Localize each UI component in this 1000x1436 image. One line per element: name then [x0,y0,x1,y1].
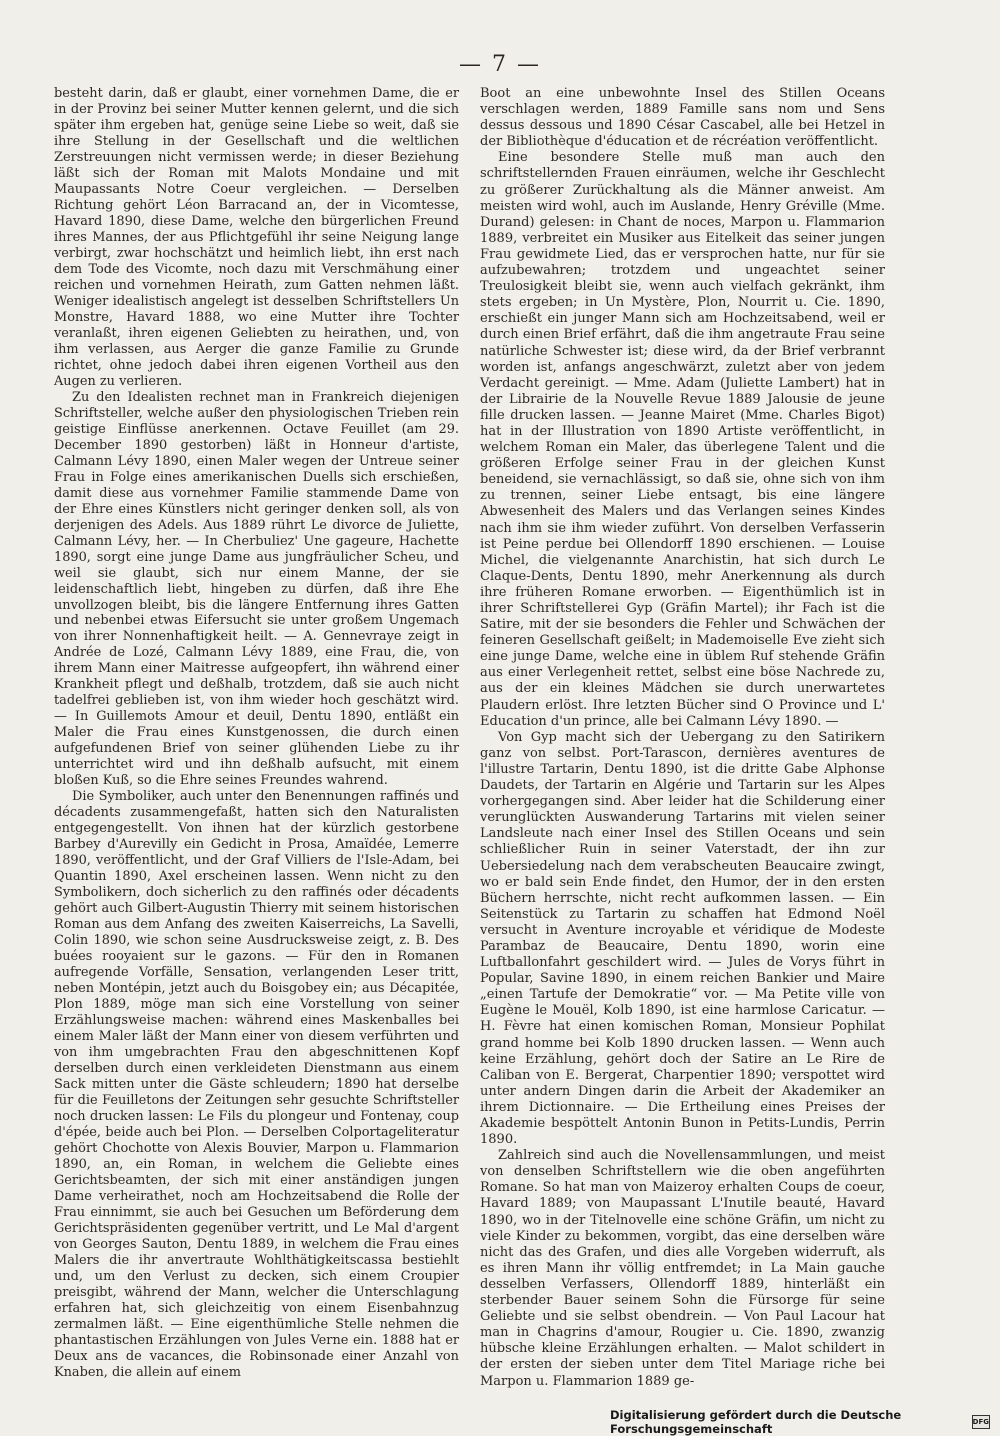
left-column [54,86,459,1381]
paragraph: Zu den Idealisten rechnet man in Frankreich diejenigen Schriftsteller, welche außer den physiologischen Trieben rein geistige Einflüsse anerkennen. Octave Feuillet (am 29. December 1890 gestorben) läßt in Honneur d'artiste, Calmann Lévy 1890, einen Maler wegen der Untreue seiner Frau in Folge eines amerikanischen Duells sich erschießen, damit diese aus vornehmer Familie stammende Dame von der Ehre eines Künstlers nicht geringer denken soll, als von derjenigen des Adels. Aus 1889 rührt Le divorce de Juliette, Calmann Lévy, her. — In Cherbuliez' Une gageure, Hachette 1890, sorgt eine junge Dame aus jungfräulicher Scheu, und weil sie glaubt, sich nur einem Manne, der sie leidenschaftlich liebt, hingeben zu dürfen, daß ihre Ehe unvollzogen bleibt, bis die längere Entfernung ihres Gatten und nebenbei etwas Eifersucht sie unter großem Ungemach von ihrer Nonnenhaftigkeit heilt. — A. Gennevraye zeigt in Andrée de Lozé, Calmann Lévy 1889, eine Frau, die, von ihrem Mann einer Maitresse aufgeopfert, ihn während einer Krankheit pflegt und deßhalb, trotzdem, daß sie auch nicht tadelfrei geblieben ist, von ihm wieder hoch geschätzt wird. — In Guillemots Amour et deuil, Dentu 1890, entläßt ein Maler die Frau eines Kunstgenossen, die durch einen aufgefundenen Brief von seiner glühenden Liebe zu ihr unterrichtet wird und ihn deßhalb aufsucht, mit einem bloßen Kuß, so die Ehre seines Freundes wahrend. [54,389,459,789]
paragraph: Eine besondere Stelle muß man auch den schriftstellernden Frauen einräumen, welche ihr Geschlecht zu größerer Zurückhaltung als die Männer anweist. Am meisten wird wohl, auch im Auslande, Henry Gréville (Mme. Durand) gelesen: in Chant de noces, Marpon u. Flammarion 1889, verbreitet ein Musiker aus Eitelkeit das seiner jungen Frau gewidmete Lied, das er versprochen hatte, nur für sie aufzubewahren; trotzdem und ungeachtet seiner Treulosigkeit bleibt sie, wenn auch vielfach gekränkt, ihm stets ergeben; in Un Mystère, Plon, Nourrit u. Cie. 1890, erschießt ein junger Mann sich am Hochzeitsabend, weil er durch einen Brief erfährt, daß die ihm angetraute Frau seine natürliche Schwester ist; diese wird, da der Brief verbrannt worden ist, anfangs angeschwärzt, zuletzt aber von jedem Verdacht gereinigt. — Mme. Adam (Juliette Lambert) hat in der Librairie de la Nouvelle Revue 1889 Jalousie de jeune fille drucken lassen. — Jeanne Mairet (Mme. Charles Bigot) hat in der Illustration von 1890 Artiste veröffentlicht, in welchem Roman ein Maler, das überlegene Talent und die größeren Erfolge seiner Frau in der gleichen Kunst beneidend, sie vernachlässigt, so daß sie, ohne sich von ihm zu trennen, seiner Liebe entsagt, bis eine längere Abwesenheit des Malers und das Verlangen seines Kindes nach ihm sie ihm wieder zuführt. Von derselben Verfasserin ist Peine perdue bei Ollendorff 1890 erschienen. — Louise Michel, die vielgenannte Anarchistin, hat sich durch Le Claque-Dents, Dentu 1890, mehr Anerkennung als durch ihre früheren Romane erworben. — Eigenthümlich ist in ihrer Schriftstellerei Gyp (Gräfin Martel); ihr Fach ist die Satire, mit der sie besonders die Fehler und Schwächen der feineren Gesellschaft geißelt; in Mademoiselle Eve zieht sich eine junge Dame, welche eine in üblem Ruf stehende Gräfin aus einer Verlegenheit rettet, selbst eine böse Nachrede zu, aus der ein kleines Mädchen sie durch unerwartetes Plaudern erlöst. Ihre letzten Bücher sind O Province und L' Education d'un prince, alle bei Calmann Lévy 1890. — [480,150,885,729]
funding-footer [610,1408,990,1436]
paragraph: Von Gyp macht sich der Uebergang zu den Satirikern ganz von selbst. Port-Tarascon, dernières aventures de l'illustre Tartarin, Dentu 1890, ist die dritte Gabe Alphonse Daudets, der Tartarin en Algérie und Tartarin sur les Alpes vorhergegangen sind. Aber leider hat die Schilderung einer verunglückten Auswanderung Tartarins mit vielen seiner Landsleute nach einer Insel des Stillen Oceans und sein schließlicher Ruin in seiner Vaterstadt, der ihn zur Uebersiedelung nach dem verabscheuten Beaucaire zwingt, wo er bald sein Ende findet, den Humor, der in den ersten Büchern herrschte, nicht recht aufkommen lassen. — Ein Seitenstück zu Tartarin zu schaffen hat Edmond Noël versucht in Aventure incroyable et véridique de Modeste Parambaz de Beaucaire, Dentu 1890, worin eine Luftballonfahrt geschildert wird. — Jules de Vorys führt in Popular, Savine 1890, in einem reichen Bankier und Maire „einen Tartufe der Demokratie“ vor. — Ma Petite ville von Eugène le Mouël, Kolb 1890, ist eine harmlose Caricatur. — H. Fèvre hat einen komischen Roman, Monsieur Pophilat grand homme bei Kolb 1890 drucken lassen. — Wenn auch keine Erzählung, gehört doch der Satire an Le Rire de Caliban von E. Bergerat, Charpentier 1890; verspottet wird unter andern Dingen darin die Arbeit der Akademiker an ihrem Dictionnaire. — Die Ertheilung eines Preises der Akademie bespöttelt Antonin Bunon in Petits-Lundis, Perrin 1890. [480,729,885,1148]
right-column [480,86,885,1390]
paragraph: Zahlreich sind auch die Novellensammlungen, und meist von denselben Schriftstellern wie die oben angeführten Romane. So hat man von Maizeroy erhalten Coups de coeur, Havard 1889; von Maupassant L'Inutile beauté, Havard 1890, wo in der Titelnovelle eine schöne Gräfin, um nicht zu viele Kinder zu bekommen, vorgibt, das eine derselben wäre nicht das des Grafen, und dies alle Vorgeben widerruft, als es ihren Mann ihr völlig entfremdet; in La Main gauche desselben Verfassers, Ollendorff 1889, hinterläßt ein sterbender Bauer seinem Sohn die Fürsorge für seine Geliebte und sie selbst obendrein. — Von Paul Lacour hat man in Chagrins d'amour, Rougier u. Cie. 1890, zwanzig hübsche kleine Erzählungen erhalten. — Malot schildert in der ersten der sieben unter dem Titel Mariage riche bei Marpon u. Flammarion 1889 ge- [480,1148,885,1389]
paragraph: Boot an eine unbewohnte Insel des Stillen Oceans verschlagen werden, 1889 Famille sans nom und Sens dessus dessous und 1890 César Cascabel, alle bei Hetzel in der Bibliothèque d'éducation et de récréation veröffentlicht. [480,86,885,150]
paragraph: Die Symboliker, auch unter den Benennungen raffinés und décadents zusammengefaßt, hatten sich den Naturalisten entgegengestellt. Von ihnen hat der kürzlich gestorbene Barbey d'Aurevilly ein Gedicht in Prosa, Amaïdée, Lemerre 1890, veröffentlicht, und der Graf Villiers de l'Isle-Adam, bei Quantin 1890, Axel erscheinen lassen. Wenn nicht zu den Symbolikern, doch sicherlich zu den raffinés oder décadents gehört auch Gilbert-Augustin Thierry mit seinem historischen Roman aus dem Anfang des zweiten Kaiserreichs, La Savelli, Colin 1890, wie schon seine Ausdrucksweise zeigt, z. B. Des buées rooyaient sur le gazons. — Für den in Romanen aufregende Vorfälle, Sensation, verlangenden Leser tritt, neben Montépin, jetzt auch du Boisgobey ein; aus Décapitée, Plon 1889, möge man sich eine Vorstellung von seiner Erzählungsweise machen: während eines Maskenballes bei einem Maler läßt der Mann einer von diesem verführten und von ihm umgebrachten Frau den abgeschnittenen Kopf derselben durch einen verkleideten Dienstmann aus einem Sack mitten unter die Gäste schleudern; 1890 hat derselbe für die Feuilletons der Zeitungen sehr gesuchte Schriftsteller noch drucken lassen: Le Fils du plongeur und Fontenay, coup d'épée, beide auch bei Plon. — Derselben Colportageliteratur gehört Chochotte von Alexis Bouvier, Marpon u. Flammarion 1890, an, ein Roman, in welchem die Geliebte eines Gerichtsbeamten, der sich mit einer anständigen jungen Dame verheirathet, noch am Hochzeitsabend die Rolle der Frau einnimmt, sie auch bei Gesuchen um Beförderung dem Gerichtspräsidenten gegenüber vertritt, und Le Mal d'argent von Georges Sauton, Dentu 1889, in welchem die Frau eines Malers die ihr anvertraute Wohlthätigkeitscassa bestiehlt und, um den Verlust zu decken, sich einem Croupier preisgibt, während der Mann, welcher die Unterschlagung erfahren hat, sich gleichzeitig von einem Eisenbahnzug zermalmen läßt. — Eine eigenthümliche Stelle nehmen die phantastischen Erzählungen von Jules Verne ein. 1888 hat er Deux ans de vacances, die Robinsonade einer Anzahl von Knaben, die allein auf einem [54,789,459,1380]
dfg-logo: DFG [972,1415,990,1429]
page-number: — 7 — [459,52,541,77]
footer-text: Digitalisierung gefördert durch die Deutsche Forschungsgemeinschaft [610,1408,902,1436]
paragraph: besteht darin, daß er glaubt, einer vornehmen Dame, die er in der Provinz bei seiner Mutter kennen gelernt, und die sich später ihm ergeben hat, genüge seine Liebe so weit, daß sie ihre Stellung in der Gesellschaft und die weltlichen Zerstreuungen nicht vermissen werde; in dieser Beziehung läßt sich der Roman mit Malots Mondaine und mit Maupassants Notre Coeur vergleichen. — Derselben Richtung gehört Léon Barracand an, der in Vicomtesse, Havard 1890, diese Dame, welche den bürgerlichen Freund ihres Mannes, der aus Pflichtgefühl ihr seine Neigung lange verbirgt, zwar hochschätzt und heimlich liebt, ihn erst nach dem Tode des Vicomte, noch dazu mit Verschmähung einer reichen und vornehmen Heirath, zum Gatten nehmen läßt. Weniger idealistisch angelegt ist desselben Schriftstellers Un Monstre, Havard 1888, wo eine Mutter ihre Tochter veranlaßt, ihren eigenen Geliebten zu heirathen, und, von ihm verlassen, aus Aerger die ganze Familie zu Grunde richtet, ohne jedoch dabei ihren eigenen Vortheil aus den Augen zu verlieren. [54,86,459,389]
